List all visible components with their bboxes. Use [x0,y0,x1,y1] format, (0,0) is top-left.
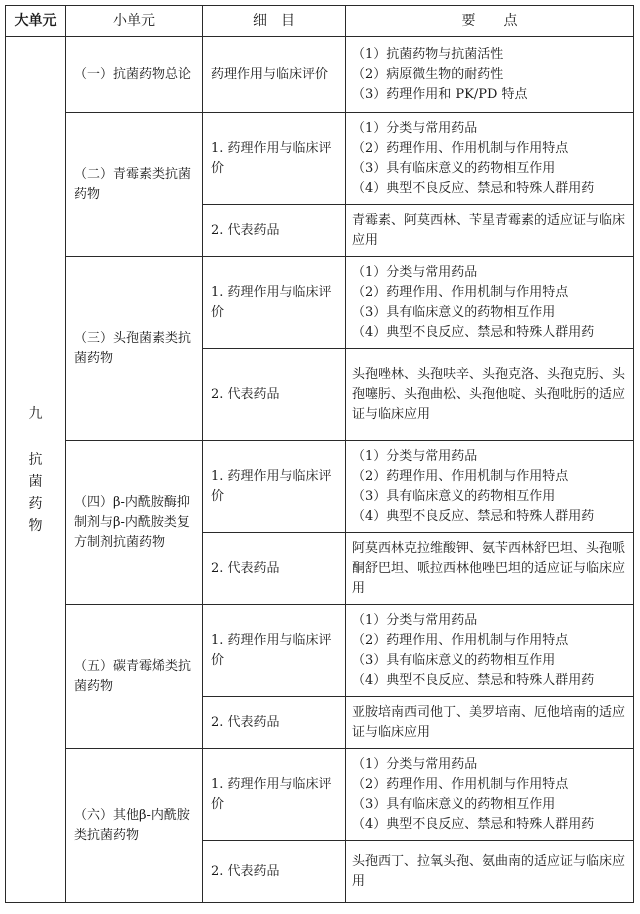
points-cell [346,841,634,903]
header-small-unit: 小单元 [66,6,203,37]
points-cell [346,441,634,533]
point-item: （2）病原微生物的耐药性 [352,66,504,82]
small-unit-cell: （四）β-内酰胺酶抑制剂与β-内酰胺类复方制剂抗菌药物 [66,441,203,605]
syllabus-table [5,5,634,903]
big-unit-title: 抗菌药物 [28,451,43,534]
point-item: （4）典型不良反应、禁忌和特殊人群用药 [352,508,595,524]
representative-drugs-text: 青霉素、阿莫西林、苄星青霉素的适应证与临床应用 [352,212,626,248]
point-item: （2）药理作用、作用机制与作用特点 [352,468,569,484]
points-cell [346,697,634,749]
detail-cell: 1. 药理作用与临床评价 [203,441,346,533]
points-cell [346,37,634,113]
detail-cell: 1. 药理作用与临床评价 [203,605,346,697]
table-row [6,605,634,697]
point-item: （2）药理作用、作用机制与作用特点 [352,140,569,156]
small-unit-cell: （五）碳青霉烯类抗菌药物 [66,605,203,749]
header-big-unit: 大单元 [6,6,66,37]
header-points: 要 点 [346,6,634,37]
table-row [6,441,634,533]
header-detail: 细 目 [203,6,346,37]
table-body [6,37,634,903]
table-row [6,37,634,113]
representative-drugs-text: 阿莫西林克拉维酸钾、氨苄西林舒巴坦、头孢哌酮舒巴坦、哌拉西林他唑巴坦的适应证与临床应用 [352,540,626,596]
point-item: （4）典型不良反应、禁忌和特殊人群用药 [352,180,595,196]
point-item: （3）具有临床意义的药物相互作用 [352,652,556,668]
detail-cell: 2. 代表药品 [203,841,346,903]
detail-cell: 2. 代表药品 [203,205,346,257]
header-row [6,6,634,37]
point-item: （2）药理作用、作用机制与作用特点 [352,632,569,648]
points-cell [346,349,634,441]
point-item: （1）分类与常用药品 [352,756,478,772]
detail-cell: 1. 药理作用与临床评价 [203,113,346,205]
detail-cell: 药理作用与临床评价 [203,37,346,113]
small-unit-cell: （一）抗菌药物总论 [66,37,203,113]
point-item: （1）分类与常用药品 [352,612,478,628]
detail-cell: 2. 代表药品 [203,697,346,749]
detail-cell: 2. 代表药品 [203,533,346,605]
representative-drugs-text: 头孢唑林、头孢呋辛、头孢克洛、头孢克肟、头孢噻肟、头孢曲松、头孢他啶、头孢吡肟的适应证与临床应用 [352,366,626,422]
points-cell [346,533,634,605]
small-unit-cell: （三）头孢菌素类抗菌药物 [66,257,203,441]
table-row [6,257,634,349]
point-item: （3）具有临床意义的药物相互作用 [352,796,556,812]
points-cell [346,257,634,349]
representative-drugs-text: 亚胺培南西司他丁、美罗培南、厄他培南的适应证与临床应用 [352,704,626,740]
table-row [6,113,634,205]
point-item: （4）典型不良反应、禁忌和特殊人群用药 [352,816,595,832]
point-item: （1）分类与常用药品 [352,264,478,280]
big-unit-number: 九 [28,405,43,422]
detail-cell: 1. 药理作用与临床评价 [203,257,346,349]
point-item: （3）药理作用和 PK/PD 特点 [352,86,528,102]
point-item: （3）具有临床意义的药物相互作用 [352,160,556,176]
points-cell [346,749,634,841]
point-item: （1）分类与常用药品 [352,120,478,136]
points-cell [346,113,634,205]
detail-cell: 2. 代表药品 [203,349,346,441]
point-item: （4）典型不良反应、禁忌和特殊人群用药 [352,324,595,340]
point-item: （2）药理作用、作用机制与作用特点 [352,776,569,792]
points-cell [346,605,634,697]
detail-cell: 1. 药理作用与临床评价 [203,749,346,841]
point-item: （4）典型不良反应、禁忌和特殊人群用药 [352,672,595,688]
big-unit-cell [6,37,66,903]
representative-drugs-text: 头孢西丁、拉氧头孢、氨曲南的适应证与临床应用 [352,853,626,889]
point-item: （3）具有临床意义的药物相互作用 [352,488,556,504]
small-unit-cell: （二）青霉素类抗菌药物 [66,113,203,257]
point-item: （2）药理作用、作用机制与作用特点 [352,284,569,300]
points-cell [346,205,634,257]
point-item: （3）具有临床意义的药物相互作用 [352,304,556,320]
point-item: （1）抗菌药物与抗菌活性 [352,46,504,62]
small-unit-cell: （六）其他β-内酰胺类抗菌药物 [66,749,203,903]
point-item: （1）分类与常用药品 [352,448,478,464]
table-row [6,749,634,841]
